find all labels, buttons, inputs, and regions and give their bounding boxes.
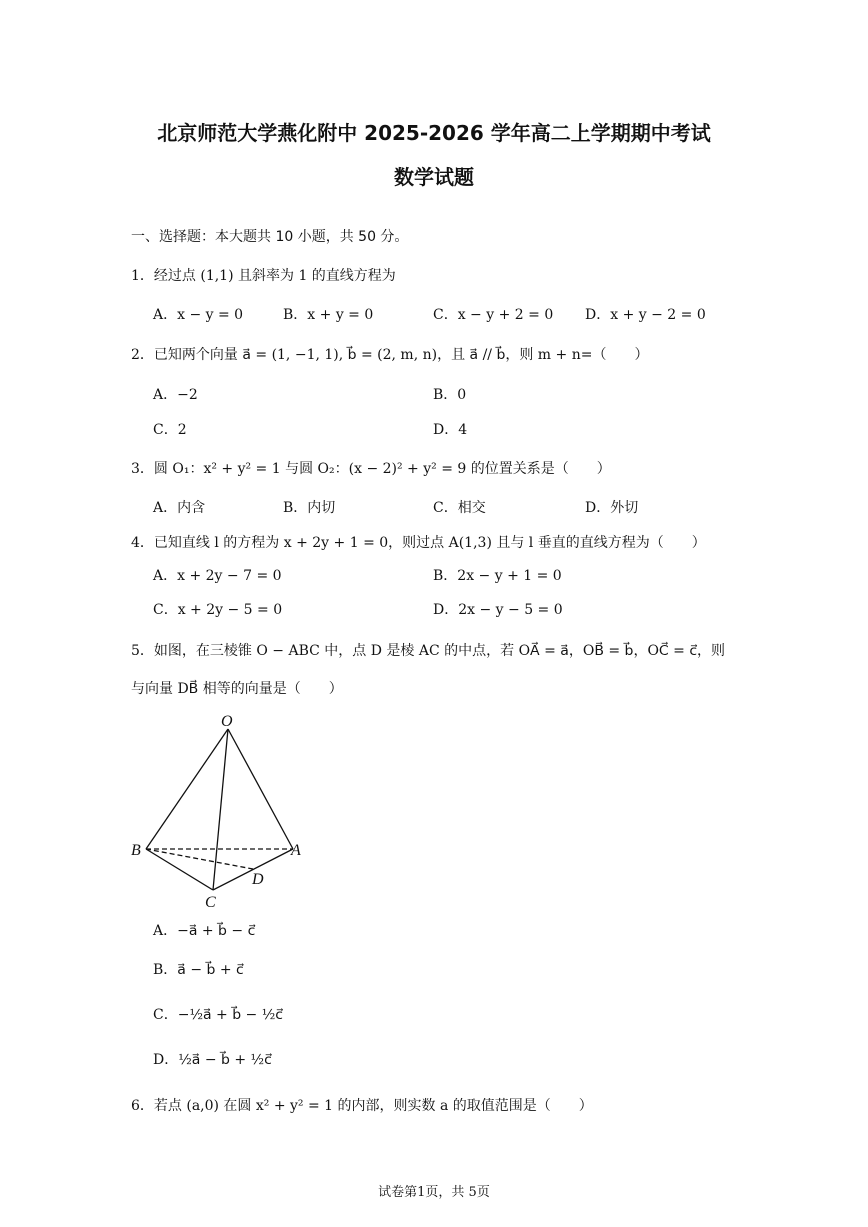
edge-ob [146, 729, 228, 849]
q4-option-b[interactable]: B．2x − y + 1 = 0 [433, 568, 562, 584]
q3-option-d[interactable]: D．外切 [585, 500, 639, 516]
q1-option-c[interactable]: C．x − y + 2 = 0 [433, 307, 554, 323]
q1-option-a[interactable]: A．x − y = 0 [153, 307, 244, 323]
question-1: 1．经过点 (1,1) 且斜率为 1 的直线方程为 [131, 268, 396, 284]
label-c: C [205, 894, 216, 909]
q1-option-b[interactable]: B．x + y = 0 [283, 307, 374, 323]
q4-option-a[interactable]: A．x + 2y − 7 = 0 [153, 568, 282, 584]
section-heading: 一、选择题：本大题共 10 小题，共 50 分。 [131, 229, 409, 245]
q4-option-c[interactable]: C．x + 2y − 5 = 0 [153, 602, 283, 618]
label-a: A [291, 842, 301, 859]
q5-option-a[interactable]: A．−a⃗ + b⃗ − c⃗ [153, 923, 256, 939]
q5-option-b[interactable]: B．a⃗ − b⃗ + c⃗ [153, 962, 244, 978]
q5-option-d[interactable]: D．½a⃗ − b⃗ + ½c⃗ [153, 1052, 272, 1068]
page-footer: 试卷第1页，共 5页 [378, 1185, 490, 1200]
edge-oa [228, 729, 293, 849]
paper-subtitle: 数学试题 [394, 165, 474, 189]
question-5: 5．如图，在三棱锥 O − ABC 中，点 D 是棱 AC 的中点，若 OA⃗ = a⃗，OB⃗ = b⃗，OC⃗ = c⃗，则 [131, 643, 726, 659]
tetrahedron-figure [128, 709, 318, 909]
q5-option-c[interactable]: C．−½a⃗ + b⃗ − ½c⃗ [153, 1007, 284, 1023]
question-2: 2．已知两个向量 a⃗ = (1, −1, 1), b⃗ = (2, m, n)，且 a⃗ // b⃗，则 m + n=（ ） [131, 347, 649, 363]
paper-title: 北京师范大学燕化附中 2025-2026 学年高二上学期期中考试 [157, 121, 711, 145]
q4-option-d[interactable]: D．2x − y − 5 = 0 [433, 602, 563, 618]
label-o: O [221, 713, 233, 730]
q1-option-d[interactable]: D．x + y − 2 = 0 [585, 307, 706, 323]
q2-option-d[interactable]: D．4 [433, 422, 468, 438]
question-5-cont: 与向量 DB⃗ 相等的向量是（ ） [131, 681, 343, 697]
q2-option-b[interactable]: B．0 [433, 387, 467, 403]
question-3: 3．圆 O₁：x² + y² = 1 与圆 O₂：(x − 2)² + y² = 9 的位置关系是（ ） [131, 461, 611, 477]
q3-option-c[interactable]: C．相交 [433, 500, 486, 516]
question-6: 6．若点 (a,0) 在圆 x² + y² = 1 的内部，则实数 a 的取值范围是（ ） [131, 1098, 593, 1114]
question-4: 4．已知直线 l 的方程为 x + 2y + 1 = 0，则过点 A(1,3) 且与 l 垂直的直线方程为（ ） [131, 535, 706, 551]
label-d: D [252, 871, 264, 888]
q2-option-a[interactable]: A．−2 [153, 387, 198, 403]
label-b: B [131, 842, 141, 859]
edge-oc [213, 729, 228, 890]
q3-option-a[interactable]: A．内含 [153, 500, 206, 516]
q3-option-b[interactable]: B．内切 [283, 500, 336, 516]
q2-option-c[interactable]: C．2 [153, 422, 187, 438]
